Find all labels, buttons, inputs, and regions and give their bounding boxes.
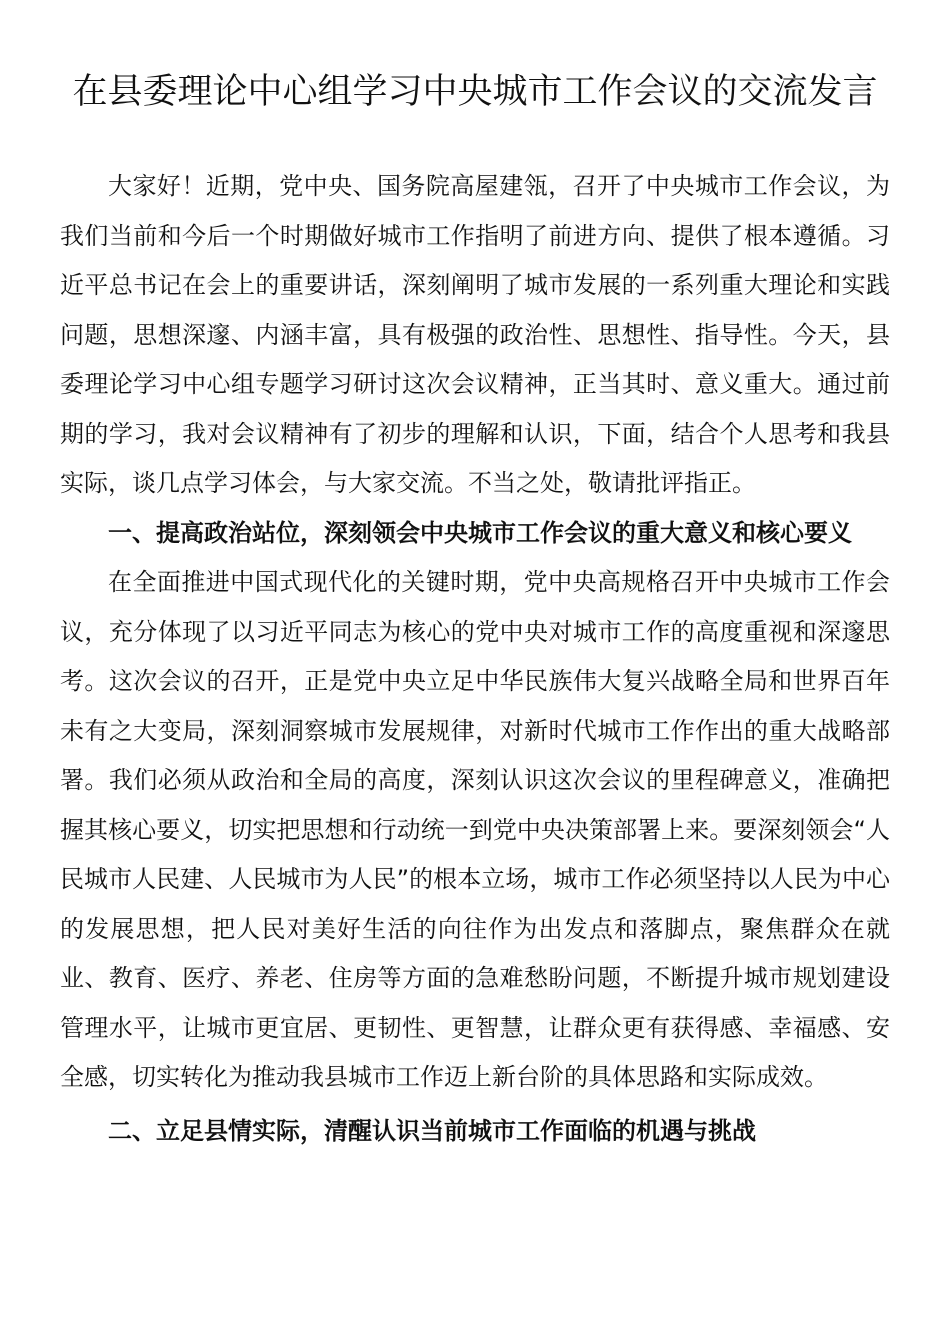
section-heading-1: 一、提高政治站位，深刻领会中央城市工作会议的重大意义和核心要义 [108, 518, 852, 547]
paragraph-intro: 大家好！近期，党中央、国务院高屋建瓴，召开了中央城市工作会议，为我们当前和今后一个时期做好城市工作指明了前进方向、提供了根本遵循。习近平总书记在会上的重要讲话，深刻阐明了城市发展的一系列重大理论和实践问题，思想深邃、内涵丰富，具有极强的政治性、思想性、指导性。今天，县委理论学习中心组专题学习研讨这次会议精神，正当其时、意义重大。通过前期的学习，我对会议精神有了初步的理解和认识，下面，结合个人思考和我县实际，谈几点学习体会，与大家交流。不当之处，敬请批评指正。 [60, 172, 890, 497]
document-title: 在县委理论中心组学习中央城市工作会议的交流发言 [72, 72, 878, 112]
section-heading-2: 二、立足县情实际，清醒认识当前城市工作面临的机遇与挑战 [108, 1116, 756, 1145]
paragraph-section-1: 在全面推进中国式现代化的关键时期，党中央高规格召开中央城市工作会议，充分体现了以习近平同志为核心的党中央对城市工作的高度重视和深邃思考。这次会议的召开，正是党中央立足中华民族伟大复兴战略全局和世界百年未有之大变局，深刻洞察城市发展规律，对新时代城市工作作出的重大战略部署。我们必须从政治和全局的高度，深刻认识这次会议的里程碑意义，准确把握其核心要义，切实把思想和行动统一到党中央决策部署上来。要深刻领会“人民城市人民建、人民城市为人民”的根本立场，城市工作必须坚持以人民为中心的发展思想，把人民对美好生活的向往作为出发点和落脚点，聚焦群众在就业、教育、医疗、养老、住房等方面的急难愁盼问题，不断提升城市规划建设管理水平，让城市更宜居、更韧性、更智慧，让群众更有获得感、幸福感、安全感，切实转化为推动我县城市工作迈上新台阶的具体思路和实际成效。 [60, 568, 890, 1091]
document-body [60, 162, 890, 1156]
